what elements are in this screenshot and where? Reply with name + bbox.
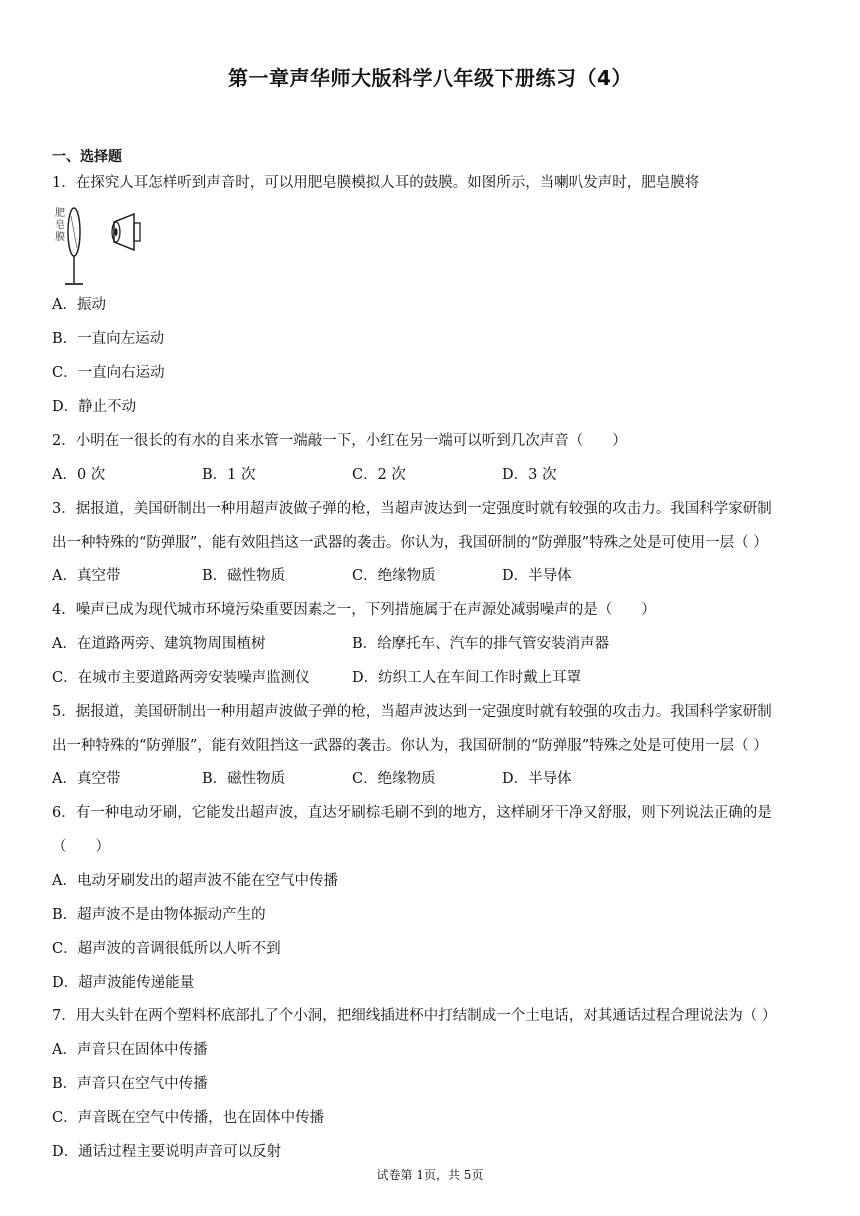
q7-option-a: A．声音只在固体中传播	[52, 1042, 208, 1058]
q4-options-row-1	[52, 634, 812, 654]
page-title: 第一章声华师大版科学八年级下册练习（4）	[228, 66, 632, 90]
q1-option-c: C．一直向右运动	[52, 365, 165, 381]
q2-option-a: A．0 次	[52, 467, 106, 483]
soap-film-speaker-figure	[52, 204, 152, 288]
q5-option-d: D．半导体	[502, 771, 572, 787]
q4-option-b: B．给摩托车、汽车的排气管安装消声器	[352, 636, 610, 652]
q4-option-c: C．在城市主要道路两旁安装噪声监测仪	[52, 670, 310, 686]
q3-option-c: C．绝缘物质	[352, 568, 436, 584]
soap-film-speaker-diagram	[52, 204, 152, 288]
q3-options	[52, 566, 812, 586]
film-label-char-2: 皂	[55, 220, 65, 231]
q7-option-b: B．声音只在空气中传播	[52, 1076, 208, 1092]
q6-option-c: C．超声波的音调很低所以人听不到	[52, 941, 281, 957]
soap-film-ring-icon	[65, 208, 83, 284]
question-5-stem-line-1: 5．据报道，美国研制出一种用超声波做子弹的枪，当超声波达到一定强度时就有较强的攻击力。我国科学家研制	[52, 704, 772, 720]
q2-options	[52, 465, 812, 485]
q1-option-a: A．振动	[52, 297, 106, 313]
q4-option-a: A．在道路两旁、建筑物周围植树	[52, 636, 266, 652]
question-3-stem-line-2: 出一种特殊的“防弹服”，能有效阻挡这一武器的袭击。你认为，我国研制的“防弹服”特殊之处是可使用一层（ ）	[52, 535, 768, 551]
question-1-stem: 1．在探究人耳怎样听到声音时，可以用肥皂膜模拟人耳的鼓膜。如图所示，当喇叭发声时，肥皂膜将	[52, 175, 700, 191]
film-label-char-1: 肥	[55, 208, 65, 219]
q7-option-c: C．声音既在空气中传播，也在固体中传播	[52, 1110, 325, 1126]
q6-option-d: D．超声波能传递能量	[52, 975, 195, 991]
soap-film-label	[55, 207, 65, 243]
q7-option-d: D．通话过程主要说明声音可以反射	[52, 1144, 282, 1160]
speaker-icon	[112, 214, 140, 250]
q6-option-b: B．超声波不是由物体振动产生的	[52, 907, 266, 923]
q5-option-c: C．绝缘物质	[352, 771, 436, 787]
question-3-stem-line-1: 3．据报道，美国研制出一种用超声波做子弹的枪，当超声波达到一定强度时就有较强的攻击力。我国科学家研制	[52, 501, 772, 517]
q5-options	[52, 769, 812, 789]
q3-option-a: A．真空带	[52, 568, 121, 584]
film-label-char-3: 膜	[55, 232, 65, 243]
q2-option-c: C．2 次	[352, 467, 406, 483]
section-heading: 一、选择题	[52, 149, 122, 165]
question-2-stem: 2．小明在一很长的有水的自来水管一端敲一下，小红在另一端可以听到几次声音（ ）	[52, 433, 627, 449]
q3-option-d: D．半导体	[502, 568, 572, 584]
q2-option-b: B．1 次	[202, 467, 256, 483]
question-6-stem-line-1: 6．有一种电动牙刷，它能发出超声波，直达牙刷棕毛刷不到的地方，这样刷牙干净又舒服，则下列说法正确的是	[52, 805, 772, 821]
q3-option-b: B．磁性物质	[202, 568, 286, 584]
q5-option-a: A．真空带	[52, 771, 121, 787]
q2-option-d: D．3 次	[502, 467, 557, 483]
q6-option-a: A．电动牙刷发出的超声波不能在空气中传播	[52, 873, 338, 889]
question-4-stem: 4．噪声已成为现代城市环境污染重要因素之一，下列措施属于在声源处减弱噪声的是（ ）	[52, 602, 656, 618]
page-footer: 试卷第 1页，共 5页	[376, 1168, 484, 1182]
q4-option-d: D．纺织工人在车间工作时戴上耳罩	[352, 670, 582, 686]
question-5-stem-line-2: 出一种特殊的“防弹服”，能有效阻挡这一武器的袭击。你认为，我国研制的“防弹服”特殊之处是可使用一层（ ）	[52, 738, 768, 754]
q4-options-row-2	[52, 668, 812, 688]
q5-option-b: B．磁性物质	[202, 771, 286, 787]
q1-option-d: D．静止不动	[52, 399, 137, 415]
question-7-stem: 7．用大头针在两个塑料杯底部扎了个小洞，把细线插进杯中打结制成一个土电话，对其通话过程合理说法为（ ）	[52, 1008, 777, 1024]
question-6-stem-line-2: （ ）	[52, 839, 110, 855]
q1-option-b: B．一直向左运动	[52, 331, 165, 347]
